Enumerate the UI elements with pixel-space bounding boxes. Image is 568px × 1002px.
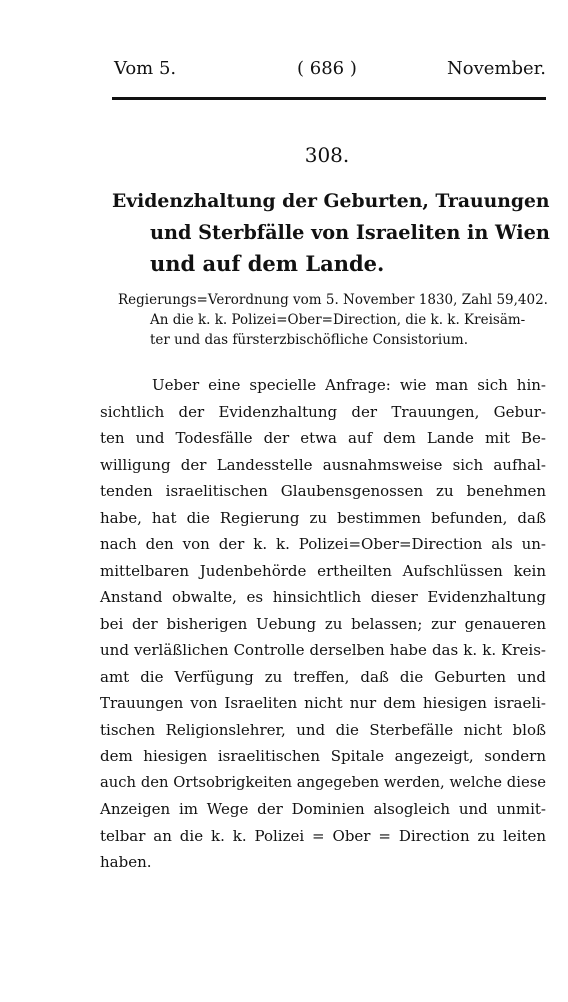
body-line: amt die Verfügung zu treffen, daß die Geburten und bbox=[100, 667, 546, 686]
body-line: auch den Ortsobrigkeiten angegeben werden, welche diese bbox=[100, 773, 546, 791]
body-line: haben. bbox=[100, 853, 152, 871]
body-line: telbar an die k. k. Polizei = Ober = Direction zu leiten bbox=[100, 826, 546, 845]
header-rule bbox=[112, 97, 546, 100]
decree-line: An die k. k. Polizei=Ober=Direction, die k. k. Kreisäm- bbox=[150, 312, 526, 328]
title-line: und auf dem Lande. bbox=[150, 251, 385, 276]
body-line: tenden israelitischen Glaubensgenossen zu benehmen bbox=[100, 482, 546, 500]
body-line: habe, hat die Regierung zu bestimmen befunden, daß bbox=[100, 508, 546, 527]
title-line: Evidenzhaltung der Geburten, Trauungen bbox=[112, 190, 550, 212]
body-line: sichtlich der Evidenzhaltung der Trauungen, Gebur- bbox=[100, 402, 546, 421]
body-line: tischen Religionslehrer, und die Sterbefälle nicht bloß bbox=[100, 720, 546, 739]
body-line: Anzeigen im Wege der Dominien alsogleich und unmit- bbox=[100, 800, 546, 818]
header-date-right: November. bbox=[447, 58, 546, 79]
title-line: und Sterbfälle von Israeliten in Wien bbox=[150, 221, 550, 244]
running-header bbox=[112, 58, 546, 86]
section-number: 308. bbox=[304, 143, 350, 167]
page-number: ( 686 ) bbox=[297, 58, 357, 79]
header-date-left: Vom 5. bbox=[114, 58, 177, 79]
body-line: bei der bisherigen Uebung zu belassen; zur genaueren bbox=[100, 614, 546, 633]
body-line: mittelbaren Judenbehörde ertheilten Aufschlüssen kein bbox=[100, 561, 546, 580]
body-line: und verläßlichen Controlle derselben habe das k. k. Kreis- bbox=[100, 641, 546, 659]
body-line: Ueber eine specielle Anfrage: wie man sich hin- bbox=[152, 376, 546, 394]
body-line: dem hiesigen israelitischen Spitale angezeigt, sondern bbox=[100, 747, 546, 765]
body-line: Trauungen von Israeliten nicht nur dem hiesigen israeli- bbox=[100, 694, 546, 712]
decree-line: ter und das fürsterzbischöfliche Consistorium. bbox=[150, 332, 469, 348]
body-paragraph bbox=[100, 372, 546, 876]
section-title bbox=[112, 186, 552, 279]
body-line: Anstand obwalte, es hinsichtlich dieser Evidenzhaltung bbox=[100, 588, 546, 606]
decree-reference bbox=[118, 290, 548, 350]
body-line: ten und Todesfälle der etwa auf dem Lande mit Be- bbox=[100, 429, 546, 447]
body-line: willigung der Landesstelle ausnahmsweise sich aufhal- bbox=[100, 455, 546, 474]
body-line: nach den von der k. k. Polizei=Ober=Direction als un- bbox=[100, 535, 546, 553]
decree-line: Regierungs=Verordnung vom 5. November 1830, Zahl 59,402. bbox=[118, 292, 548, 308]
